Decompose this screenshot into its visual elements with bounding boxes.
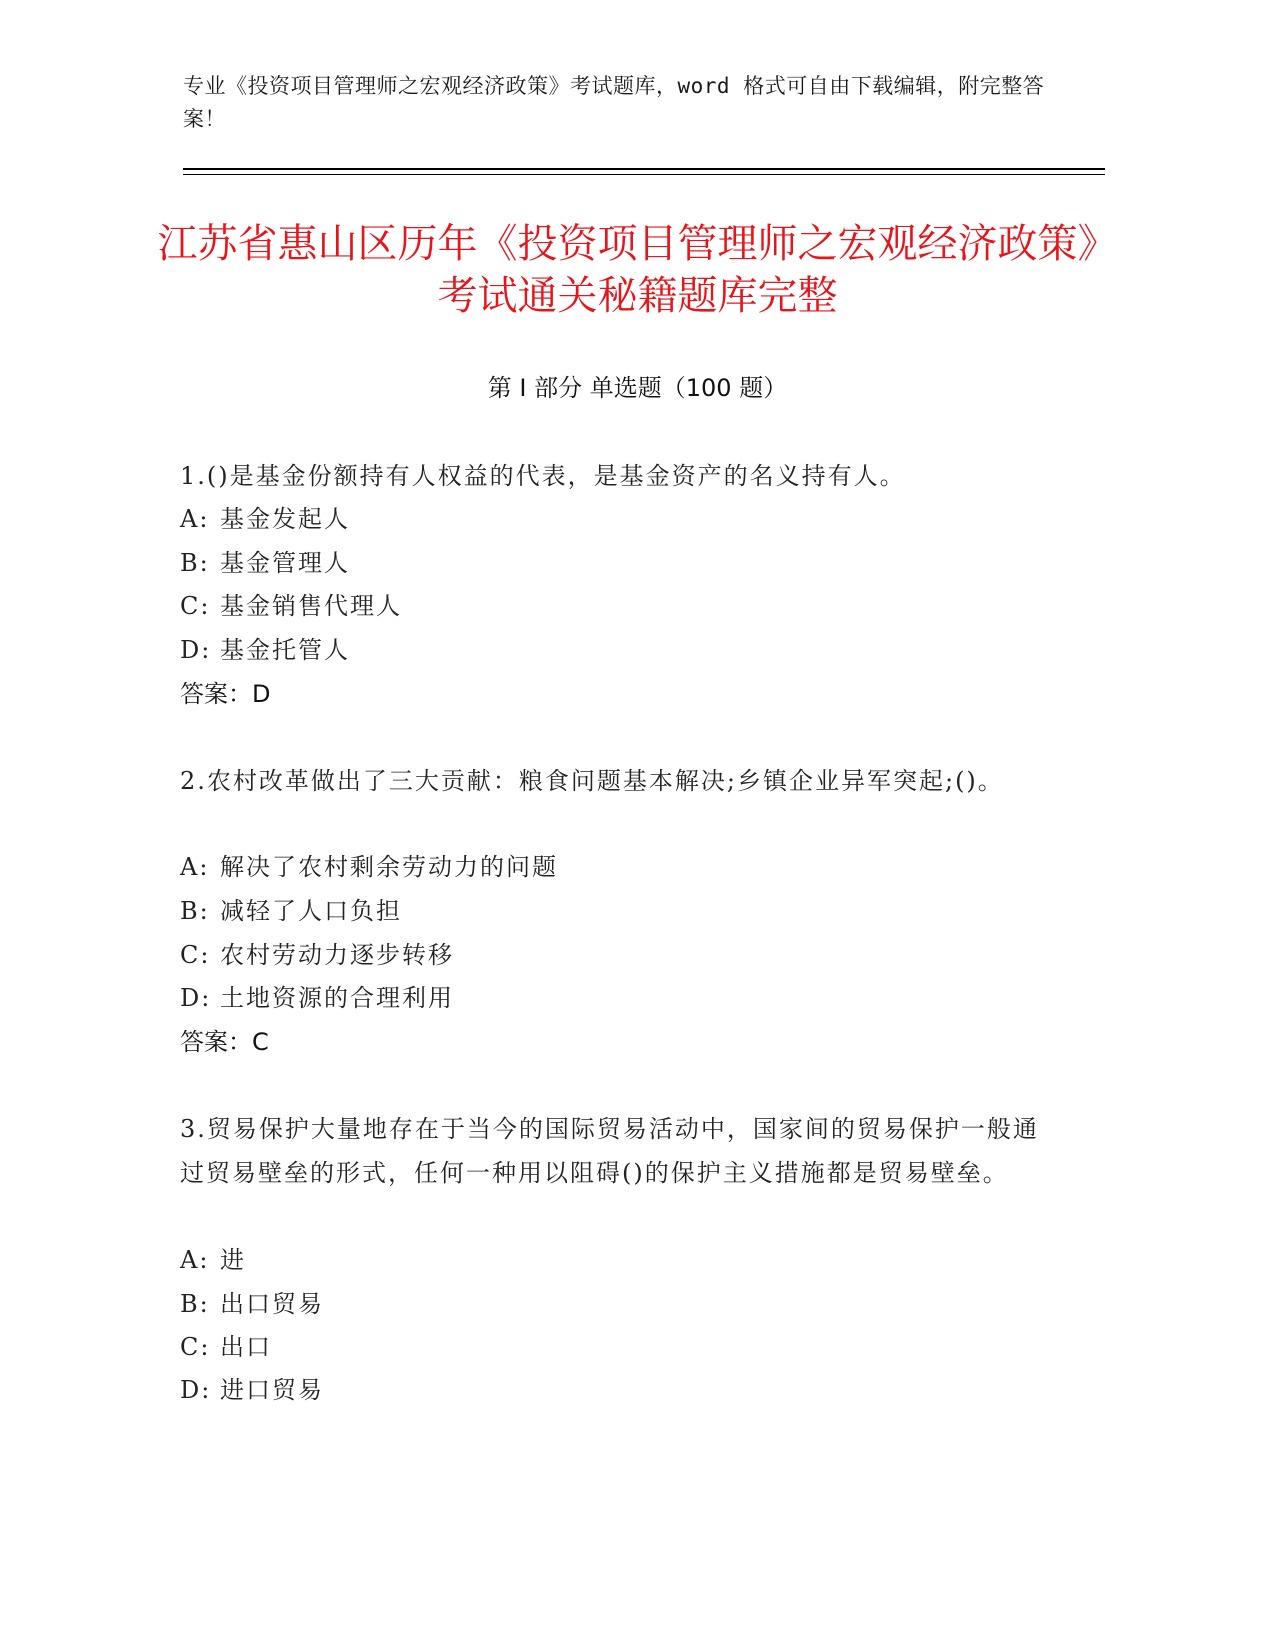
option-key: A: [180, 1246, 210, 1274]
question-2-option-c [180, 933, 1040, 977]
question-1-text: 1.()是基金份额持有人权益的代表，是基金资产的名义持有人。 [180, 462, 906, 490]
question-1-option-a [180, 497, 1040, 541]
option-text: 基金管理人 [220, 549, 350, 577]
section-heading: 第 I 部分 单选题（100 题） [487, 374, 788, 402]
question-2-option-d [180, 976, 1040, 1020]
question-1-option-b [180, 541, 1040, 585]
question-1-option-c [180, 584, 1040, 628]
option-text: 进口贸易 [220, 1376, 324, 1404]
question-1-option-d [180, 628, 1040, 672]
option-key: B: [180, 1290, 210, 1318]
option-text: 基金发起人 [220, 505, 350, 533]
question-3-option-c [180, 1325, 1040, 1369]
option-key: C: [180, 941, 211, 969]
option-text: 出口贸易 [220, 1290, 324, 1318]
option-key: A: [180, 505, 210, 533]
option-text: 进 [220, 1246, 246, 1274]
option-key: C: [180, 592, 211, 620]
option-key: C: [180, 1333, 211, 1361]
option-text: 土地资源的合理利用 [220, 984, 454, 1012]
document-title: 江苏省惠山区历年《投资项目管理师之宏观经济政策》考试通关秘籍题库完整 [157, 221, 1118, 319]
option-key: B: [180, 897, 210, 925]
question-2-option-b [180, 889, 1040, 933]
question-2-option-a [180, 845, 1040, 889]
option-text: 农村劳动力逐步转移 [220, 941, 454, 969]
option-text: 基金销售代理人 [220, 592, 402, 620]
question-2-answer: 答案：C [180, 1028, 269, 1056]
option-key: D: [180, 984, 212, 1012]
option-key: D: [180, 1376, 212, 1404]
option-text: 解决了农村剩余劳动力的问题 [220, 853, 558, 881]
question-1-answer: 答案：D [180, 680, 271, 708]
option-text: 出口 [220, 1333, 272, 1361]
header-divider-thick [183, 168, 1105, 170]
question-3-option-a [180, 1238, 1040, 1282]
question-3-option-d [180, 1368, 1040, 1412]
question-3-text: 3.贸易保护大量地存在于当今的国际贸易活动中，国家间的贸易保护一般通过贸易壁垒的形式，任何一种用以阻碍()的保护主义措施都是贸易壁垒。 [180, 1115, 1039, 1187]
question-2-text: 2.农村改革做出了三大贡献：粮食问题基本解决;乡镇企业异军突起;()。 [180, 767, 1004, 795]
option-key: B: [180, 549, 210, 577]
option-key: A: [180, 853, 210, 881]
option-text: 基金托管人 [220, 636, 350, 664]
option-text: 减轻了人口负担 [220, 897, 402, 925]
header-divider-thin [183, 174, 1105, 175]
intro-text: 专业《投资项目管理师之宏观经济政策》考试题库，word 格式可自由下载编辑，附完整答案！ [183, 74, 1045, 131]
question-3-option-b [180, 1282, 1040, 1326]
option-key: D: [180, 636, 212, 664]
